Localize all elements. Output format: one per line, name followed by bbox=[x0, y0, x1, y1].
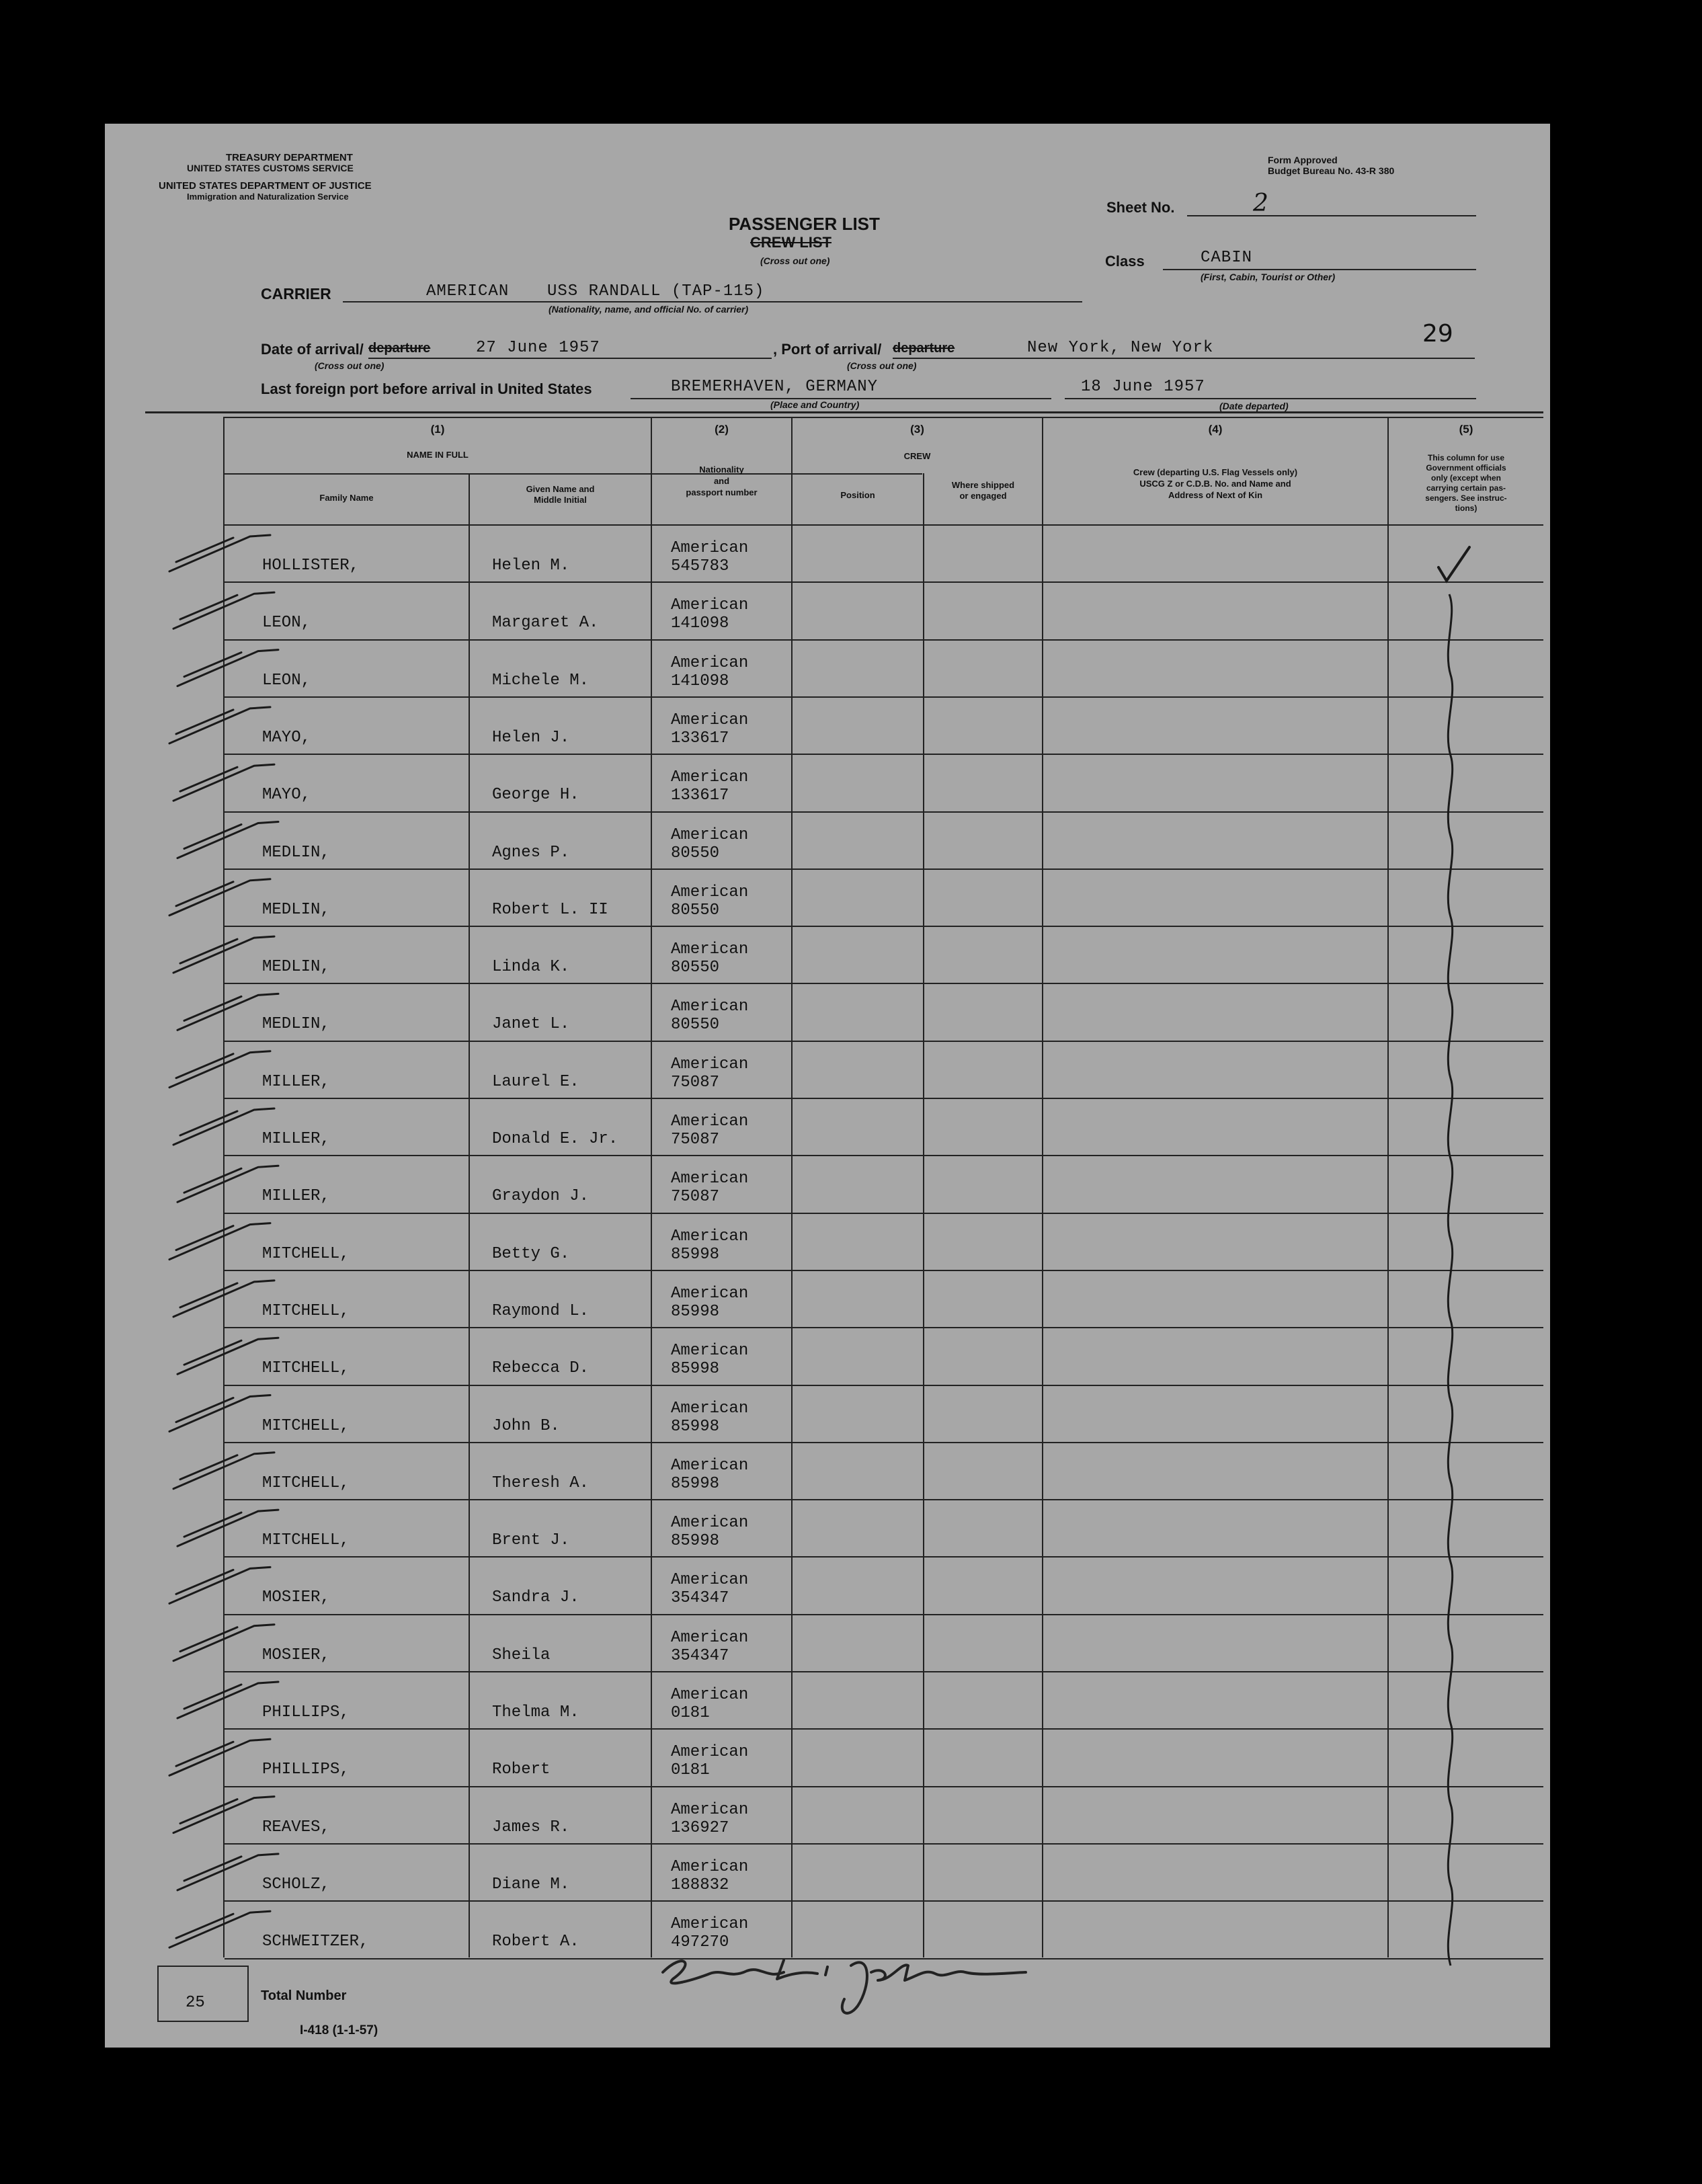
nationality: American bbox=[671, 1456, 749, 1475]
passport-number: 545783 bbox=[671, 557, 729, 575]
col5-line4: carrying certain pas- bbox=[1426, 483, 1506, 493]
family-name: MITCHELL, bbox=[262, 1301, 350, 1320]
given-name: Linda K. bbox=[492, 958, 570, 977]
family-name: MEDLIN, bbox=[262, 958, 330, 977]
carrier-label: CARRIER bbox=[261, 285, 331, 302]
col3b-line2: or engaged bbox=[959, 491, 1007, 501]
col5-line2: Government officials bbox=[1426, 463, 1506, 473]
arrival-cross-note: (Cross out one) bbox=[315, 360, 384, 371]
agency-line-3: UNITED STATES DEPARTMENT OF JUSTICE bbox=[159, 180, 372, 192]
last-port-note: (Place and Country) bbox=[770, 399, 860, 410]
family-name: MEDLIN, bbox=[262, 1015, 330, 1034]
nationality: American bbox=[671, 1743, 749, 1762]
given-name: John B. bbox=[492, 1416, 560, 1435]
passport-number: 133617 bbox=[671, 786, 729, 805]
given-name: Margaret A. bbox=[492, 614, 599, 633]
family-name: PHILLIPS, bbox=[262, 1761, 350, 1779]
date-departed-note: (Date departed) bbox=[1219, 401, 1289, 411]
nationality: American bbox=[671, 1055, 749, 1074]
col1-title: NAME IN FULL bbox=[407, 450, 469, 460]
given-name: Donald E. Jr. bbox=[492, 1130, 618, 1148]
family-name: MILLER, bbox=[262, 1130, 330, 1148]
port-value: New York, New York bbox=[1027, 339, 1214, 357]
nationality: American bbox=[671, 1227, 749, 1246]
col2-line2: and bbox=[713, 476, 730, 486]
date-departed-value: 18 June 1957 bbox=[1081, 378, 1205, 396]
given-name: Robert A. bbox=[492, 1933, 579, 1951]
nationality: American bbox=[671, 883, 749, 901]
class-label: Class bbox=[1105, 253, 1145, 270]
passport-number: 133617 bbox=[671, 729, 729, 747]
passport-number: 85998 bbox=[671, 1474, 720, 1493]
family-name: MEDLIN, bbox=[262, 900, 330, 919]
arrival-date-value: 27 June 1957 bbox=[476, 339, 600, 357]
family-name: LEON, bbox=[262, 671, 311, 690]
last-port-label: Last foreign port before arrival in United States bbox=[261, 380, 592, 397]
passport-number: 0181 bbox=[671, 1704, 710, 1722]
given-name: Thelma M. bbox=[492, 1703, 579, 1722]
nationality: American bbox=[671, 1628, 749, 1647]
nationality: American bbox=[671, 1857, 749, 1876]
passport-number: 141098 bbox=[671, 672, 729, 690]
col1-number: (1) bbox=[430, 423, 445, 436]
page-title: PASSENGER LIST bbox=[729, 214, 880, 234]
col1a-header: Family Name bbox=[319, 493, 374, 503]
given-name: Janet L. bbox=[492, 1015, 570, 1034]
passport-number: 80550 bbox=[671, 1016, 720, 1035]
given-name: George H. bbox=[492, 786, 579, 805]
passport-number: 354347 bbox=[671, 1589, 729, 1608]
family-name: HOLLISTER, bbox=[262, 557, 360, 575]
family-name: MEDLIN, bbox=[262, 843, 330, 862]
nationality: American bbox=[671, 653, 749, 672]
nationality: American bbox=[671, 1800, 749, 1819]
col3-title: CREW bbox=[903, 451, 931, 461]
passport-number: 85998 bbox=[671, 1360, 720, 1379]
given-name: Graydon J. bbox=[492, 1187, 590, 1206]
given-name: Betty G. bbox=[492, 1244, 570, 1263]
passport-number: 85998 bbox=[671, 1532, 720, 1551]
family-name: MOSIER, bbox=[262, 1646, 330, 1664]
nationality: American bbox=[671, 596, 749, 615]
passport-number: 75087 bbox=[671, 1073, 720, 1092]
passport-number: 497270 bbox=[671, 1933, 729, 1952]
signature bbox=[105, 124, 1550, 2048]
col4-line2: USCG Z or C.D.B. No. and Name and bbox=[1139, 479, 1291, 489]
col3-number: (3) bbox=[910, 423, 924, 436]
nationality: American bbox=[671, 768, 749, 787]
title-note: (Cross out one) bbox=[760, 255, 830, 266]
nationality: American bbox=[671, 940, 749, 959]
passport-number: 0181 bbox=[671, 1761, 710, 1780]
nationality: American bbox=[671, 1686, 749, 1704]
given-name: Diane M. bbox=[492, 1875, 570, 1894]
passport-number: 75087 bbox=[671, 1131, 720, 1149]
carrier-name: USS RANDALL (TAP-115) bbox=[547, 282, 765, 300]
family-name: MILLER, bbox=[262, 1072, 330, 1091]
given-name: Rebecca D. bbox=[492, 1359, 590, 1378]
port-struck: departure bbox=[893, 341, 955, 356]
col1b-line2: Middle Initial bbox=[534, 495, 587, 505]
total-label: Total Number bbox=[261, 1988, 347, 2003]
passport-number: 85998 bbox=[671, 1417, 720, 1436]
col3a-header: Position bbox=[840, 490, 875, 500]
col5-line6: tions) bbox=[1455, 503, 1477, 513]
agency-line-1: TREASURY DEPARTMENT bbox=[226, 152, 353, 163]
sheet-number: 2 bbox=[1253, 190, 1268, 217]
col4-line1: Crew (departing U.S. Flag Vessels only) bbox=[1133, 467, 1298, 477]
carrier-note: (Nationality, name, and official No. of carrier) bbox=[549, 304, 749, 315]
passenger-list-form bbox=[105, 124, 1550, 2048]
family-name: MAYO, bbox=[262, 728, 311, 747]
nationality: American bbox=[671, 1399, 749, 1418]
approval-line-2: Budget Bureau No. 43-R 380 bbox=[1268, 165, 1395, 176]
family-name: MAYO, bbox=[262, 786, 311, 805]
arrival-date-label: Date of arrival/ bbox=[261, 341, 364, 358]
port-cross-note: (Cross out one) bbox=[847, 360, 917, 371]
col2-line3: passport number bbox=[686, 487, 758, 497]
col5-line5: sengers. See instruc- bbox=[1425, 493, 1507, 503]
nationality: American bbox=[671, 1915, 749, 1934]
nationality: American bbox=[671, 711, 749, 729]
family-name: SCHWEITZER, bbox=[262, 1933, 369, 1951]
col1b-line1: Given Name and bbox=[526, 484, 595, 494]
passport-number: 188832 bbox=[671, 1875, 729, 1894]
passport-number: 85998 bbox=[671, 1245, 720, 1264]
form-id: I-418 (1-1-57) bbox=[300, 2023, 378, 2037]
agency-line-4: Immigration and Naturalization Service bbox=[187, 192, 349, 202]
col3b-line1: Where shipped bbox=[951, 480, 1015, 490]
passport-number: 85998 bbox=[671, 1302, 720, 1321]
nationality: American bbox=[671, 1284, 749, 1303]
given-name: Helen J. bbox=[492, 728, 570, 747]
class-value: CABIN bbox=[1201, 249, 1253, 267]
given-name: Laurel E. bbox=[492, 1072, 579, 1091]
col4-line3: Address of Next of Kin bbox=[1168, 490, 1263, 500]
family-name: MITCHELL, bbox=[262, 1531, 350, 1550]
nationality: American bbox=[671, 1113, 749, 1131]
carrier-nationality: AMERICAN bbox=[426, 282, 510, 300]
passport-number: 354347 bbox=[671, 1646, 729, 1665]
sheet-label: Sheet No. bbox=[1106, 199, 1175, 216]
col2-line1: Nationality bbox=[699, 464, 744, 475]
nationality: American bbox=[671, 1342, 749, 1361]
family-name: LEON, bbox=[262, 614, 311, 633]
nationality: American bbox=[671, 1514, 749, 1533]
family-name: MOSIER, bbox=[262, 1588, 330, 1607]
nationality: American bbox=[671, 539, 749, 557]
given-name: Brent J. bbox=[492, 1531, 570, 1550]
given-name: Theresh A. bbox=[492, 1473, 590, 1492]
given-name: Helen M. bbox=[492, 557, 570, 575]
nationality: American bbox=[671, 1571, 749, 1590]
family-name: MITCHELL, bbox=[262, 1473, 350, 1492]
passport-number: 141098 bbox=[671, 614, 729, 633]
col4-number: (4) bbox=[1208, 423, 1223, 436]
family-name: MITCHELL, bbox=[262, 1416, 350, 1435]
total-value: 25 bbox=[186, 1994, 205, 2012]
col5-line3: only (except when bbox=[1430, 473, 1502, 483]
given-name: Sandra J. bbox=[492, 1588, 579, 1607]
col5-line1: This column for use bbox=[1427, 453, 1504, 462]
given-name: Raymond L. bbox=[492, 1301, 590, 1320]
passport-number: 80550 bbox=[671, 844, 720, 862]
approval-line-1: Form Approved bbox=[1268, 155, 1338, 165]
nationality: American bbox=[671, 825, 749, 844]
family-name: MILLER, bbox=[262, 1187, 330, 1206]
given-name: Michele M. bbox=[492, 671, 590, 690]
passport-number: 80550 bbox=[671, 959, 720, 977]
family-name: MITCHELL, bbox=[262, 1359, 350, 1378]
page-number: 29 bbox=[1422, 320, 1453, 348]
given-name: Robert L. II bbox=[492, 900, 608, 919]
class-note: (First, Cabin, Tourist or Other) bbox=[1201, 272, 1336, 282]
family-name: SCHOLZ, bbox=[262, 1875, 330, 1894]
passport-number: 80550 bbox=[671, 901, 720, 920]
last-port-value: BREMERHAVEN, GERMANY bbox=[671, 378, 879, 396]
agency-line-2: UNITED STATES CUSTOMS SERVICE bbox=[187, 163, 354, 173]
col5-number: (5) bbox=[1459, 423, 1473, 436]
family-name: PHILLIPS, bbox=[262, 1703, 350, 1722]
arrival-date-struck: departure bbox=[368, 341, 431, 356]
passport-number: 136927 bbox=[671, 1818, 729, 1837]
given-name: Sheila bbox=[492, 1646, 551, 1664]
nationality: American bbox=[671, 1170, 749, 1188]
family-name: REAVES, bbox=[262, 1818, 330, 1836]
nationality: American bbox=[671, 998, 749, 1016]
given-name: Robert bbox=[492, 1761, 551, 1779]
passport-number: 75087 bbox=[671, 1188, 720, 1207]
title-struck: CREW LIST bbox=[750, 234, 832, 251]
given-name: James R. bbox=[492, 1818, 570, 1836]
given-name: Agnes P. bbox=[492, 843, 570, 862]
family-name: MITCHELL, bbox=[262, 1244, 350, 1263]
col2-number: (2) bbox=[715, 423, 729, 436]
port-label: , Port of arrival/ bbox=[773, 341, 882, 358]
